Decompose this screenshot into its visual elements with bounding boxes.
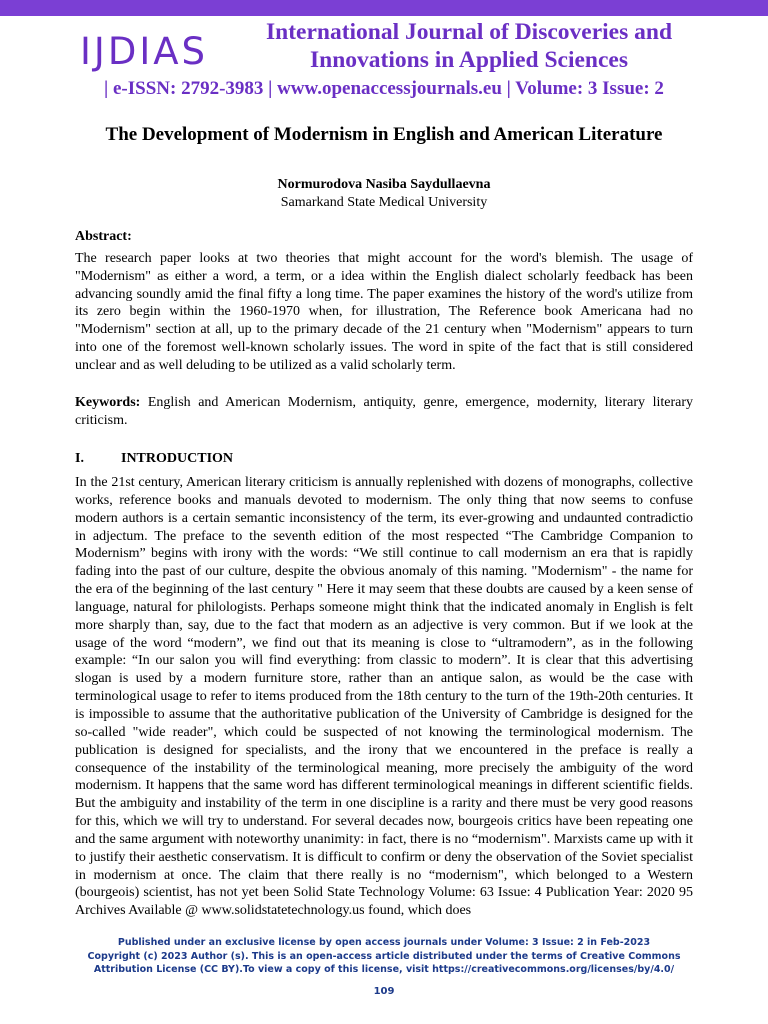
author-affiliation: Samarkand State Medical University — [280, 195, 488, 210]
keywords-label: Keywords: — [75, 395, 141, 410]
keywords-paragraph — [75, 394, 693, 430]
footer-line-3: Attribution License (CC BY).To view a copy of this license, visit https://creativecommons.org/licenses/by/4.0/ — [93, 964, 675, 975]
footer-line-1: Published under an exclusive license by open access journals under Volume: 3 Issue: 2 in Feb-2023 — [117, 937, 651, 948]
top-color-bar — [0, 0, 768, 16]
abstract-heading: Abstract: — [75, 229, 132, 244]
paper-title: The Development of Modernism in English and American Literature — [105, 124, 663, 145]
section-heading — [75, 451, 233, 467]
section-title: INTRODUCTION — [121, 451, 234, 466]
journal-logo: IJDIAS — [80, 30, 209, 73]
introduction-text: In the 21st century, American literary criticism is annually replenished with dozens of monographs, collective works, reference books and manuals devoted to modernism. The only thing that now seems to confuse modern authors is a certain semantic inconsistency of the term, its ever-growing and undaunted contradictio in adjectum. The preface to the seventh edition of the most respected “The Cambridge Companion to Modernism” begins with irony with the words: “We still continue to call modernism an era that is rapidly fading into the past of our culture, despite the obvious anomaly of this naming. "Modernism" - the name for the era of the beginning of the last century " Here it may seem that these doubts are caused by a keen sense of language, natural for philologists. Perhaps someone might think that the indicated anomaly in English is felt more sharply than, say, due to the fact that modern as an adjective is very common. But if we look at the usage of the word “modern”, we find out that its meaning is close to “ultramodern”, as in the following example: “In our salon you will find everything: from classic to modern”. It is clear that this advertising slogan is used by a modern furniture store, rather than an antique salon, as would be the case with terminological usage to refer to items produced from the 18th century to the turn of the 19th-20th centuries. It is impossible to assume that the authoritative publication of the University of Cambridge is designed for the so-called "wide reader", which could be suspected of not knowing the terminological modernism. The publication is designed for specialists, and the irony that we encountered in the preface is really a consequence of the instability of the terminological meaning, more precisely the ambiguity of the word modernism. It happens that the same word has different terminological meanings in different scientific fields. But the ambiguity and instability of the term in one discipline is a rarity and there must be very good reasons for this, which we will try to understand. For several decades now, bourgeois critics have been repeating one and the same argument with noteworthy unanimity: in fact, there is no “modernism". Marxists came up with it to justify their aesthetic conservatism. It is difficult to confirm or deny the observation of the Soviet specialist in modernism at once. The claim that there really is no “modernism", which belonged to a Western (bourgeois) scientist, has not yet been Solid State Technology Volume: 63 Issue: 4 Publication Year: 2020 95 Archives Available @ www.solidstatetechnology.us found, which does — [75, 475, 693, 919]
section-number: I. — [75, 451, 84, 466]
journal-title: International Journal of Discoveries and Innovations in Applied Sciences — [265, 19, 673, 73]
page-number: 109 — [373, 986, 395, 997]
journal-header — [0, 16, 768, 106]
license-footer — [0, 936, 768, 977]
issn-line: | e-ISSN: 2792-3983 | www.openaccessjournals.eu | Volume: 3 Issue: 2 — [104, 78, 664, 99]
keywords-text: English and American Modernism, antiquity, genre, emergence, modernity, literary literary criticism. — [75, 395, 693, 428]
author-name: Normurodova Nasiba Saydullaevna — [277, 177, 491, 192]
abstract-text: The research paper looks at two theories that might account for the word's blemish. The usage of "Modernism" as either a word, a term, or a idea within the English dialect scholarly feedback has been advancing soundly amid the final fifty a long time. The paper examines the history of the word's utilize from its zero begin within the 1960-1970 when, for illustration, The Reference book Americana had no "Modernism" section at all, up to the primary decade of the 21 century when "Modernism" appears to turn into one of the foremost well-known scholarly issues. The word in spite of the fact that is still considered unclear and as well deluding to be utilized as a valid scholarly term. — [75, 251, 693, 373]
footer-line-2: Copyright (c) 2023 Author (s). This is an open-access article distributed under the terms of Creative Commons — [87, 950, 681, 962]
